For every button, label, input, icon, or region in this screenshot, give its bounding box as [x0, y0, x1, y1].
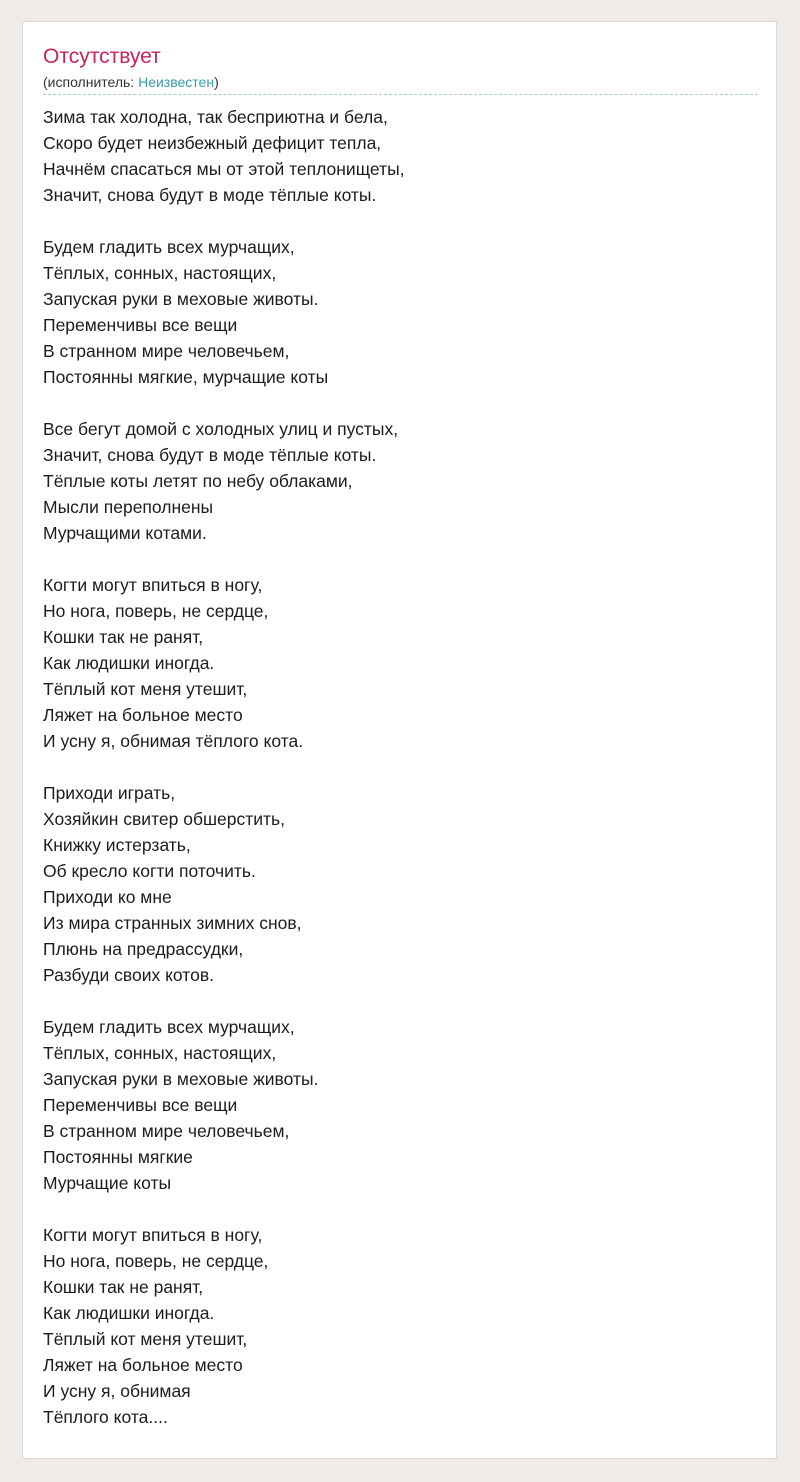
song-title: Отсутствует — [43, 45, 161, 68]
lyrics-line: Мурчащие коты — [43, 1173, 172, 1193]
lyrics-stanza — [43, 780, 758, 988]
lyrics-line: В странном мире человечьем, — [43, 341, 290, 361]
title-divider — [43, 94, 758, 95]
stanza-gap — [43, 754, 758, 780]
stanza-gap — [43, 390, 758, 416]
lyrics-stanza — [43, 1014, 758, 1196]
lyrics-line: Как людишки иногда. — [43, 1303, 215, 1323]
lyrics-line: Разбуди своих котов. — [43, 965, 214, 985]
lyrics-line: Тёплого кота.... — [43, 1407, 168, 1427]
lyrics-line: В странном мире человечьем, — [43, 1121, 290, 1141]
lyrics-stanza — [43, 416, 758, 546]
lyrics-line: Мурчащими котами. — [43, 523, 207, 543]
lyrics-line: Тёплых, сонных, настоящих, — [43, 263, 277, 283]
lyrics-line: Кошки так не ранят, — [43, 627, 204, 647]
lyrics-line: Приходи ко мне — [43, 887, 172, 907]
lyrics-line: И усну я, обнимая тёплого кота. — [43, 731, 304, 751]
stanza-gap — [43, 988, 758, 1014]
lyrics-stanza — [43, 234, 758, 390]
lyrics-line: Значит, снова будут в моде тёплые коты. — [43, 185, 377, 205]
lyrics-line: Все бегут домой с холодных улиц и пустых, — [43, 419, 399, 439]
lyrics-stanza — [43, 104, 758, 208]
lyrics-line: Переменчивы все вещи — [43, 315, 238, 335]
lyrics-line: Ляжет на больное место — [43, 1355, 243, 1375]
lyrics-line: Плюнь на предрассудки, — [43, 939, 244, 959]
lyrics-line: Приходи играть, — [43, 783, 176, 803]
lyrics-line: Но нога, поверь, не сердце, — [43, 1251, 269, 1271]
lyrics-line: Начнём спасаться мы от этой теплонищеты, — [43, 159, 405, 179]
lyrics-line: Тёплый кот меня утешит, — [43, 679, 248, 699]
artist-prefix: (исполнитель: — [43, 74, 139, 90]
stanza-gap — [43, 208, 758, 234]
lyrics-line: Запуская руки в меховые животы. — [43, 289, 319, 309]
lyrics-line: Хозяйкин свитер обшерстить, — [43, 809, 286, 829]
artist-suffix: ) — [214, 74, 219, 90]
lyrics-line: Тёплых, сонных, настоящих, — [43, 1043, 277, 1063]
lyrics-line: Постоянны мягкие, мурчащие коты — [43, 367, 329, 387]
lyrics-line: Как людишки иногда. — [43, 653, 215, 673]
stanza-gap — [43, 546, 758, 572]
lyrics-line: И усну я, обнимая — [43, 1381, 191, 1401]
lyrics-line: Будем гладить всех мурчащих, — [43, 237, 295, 257]
artist-link[interactable]: Неизвестен — [138, 74, 215, 90]
lyrics-line: Значит, снова будут в моде тёплые коты. — [43, 445, 377, 465]
lyrics-line: Переменчивы все вещи — [43, 1095, 238, 1115]
lyrics-line: Постоянны мягкие — [43, 1147, 193, 1167]
artist-line — [43, 73, 219, 91]
stanza-gap — [43, 1196, 758, 1222]
lyrics-body — [43, 104, 758, 1430]
lyrics-line: Об кресло когти поточить. — [43, 861, 256, 881]
lyrics-line: Будем гладить всех мурчащих, — [43, 1017, 295, 1037]
lyrics-line: Мысли переполнены — [43, 497, 214, 517]
lyrics-line: Книжку истерзать, — [43, 835, 191, 855]
lyrics-stanza — [43, 572, 758, 754]
lyrics-line: Скоро будет неизбежный дефицит тепла, — [43, 133, 382, 153]
lyrics-line: Кошки так не ранят, — [43, 1277, 204, 1297]
lyrics-line: Но нога, поверь, не сердце, — [43, 601, 269, 621]
lyrics-line: Из мира странных зимних снов, — [43, 913, 302, 933]
lyrics-line: Когти могут впиться в ногу, — [43, 575, 263, 595]
lyrics-line: Тёплый кот меня утешит, — [43, 1329, 248, 1349]
lyrics-line: Когти могут впиться в ногу, — [43, 1225, 263, 1245]
lyrics-line: Тёплые коты летят по небу облаками, — [43, 471, 353, 491]
lyrics-line: Ляжет на больное место — [43, 705, 243, 725]
lyrics-card — [22, 21, 777, 1459]
lyrics-line: Запуская руки в меховые животы. — [43, 1069, 319, 1089]
lyrics-stanza — [43, 1222, 758, 1430]
lyrics-line: Зима так холодна, так бесприютна и бела, — [43, 107, 388, 127]
